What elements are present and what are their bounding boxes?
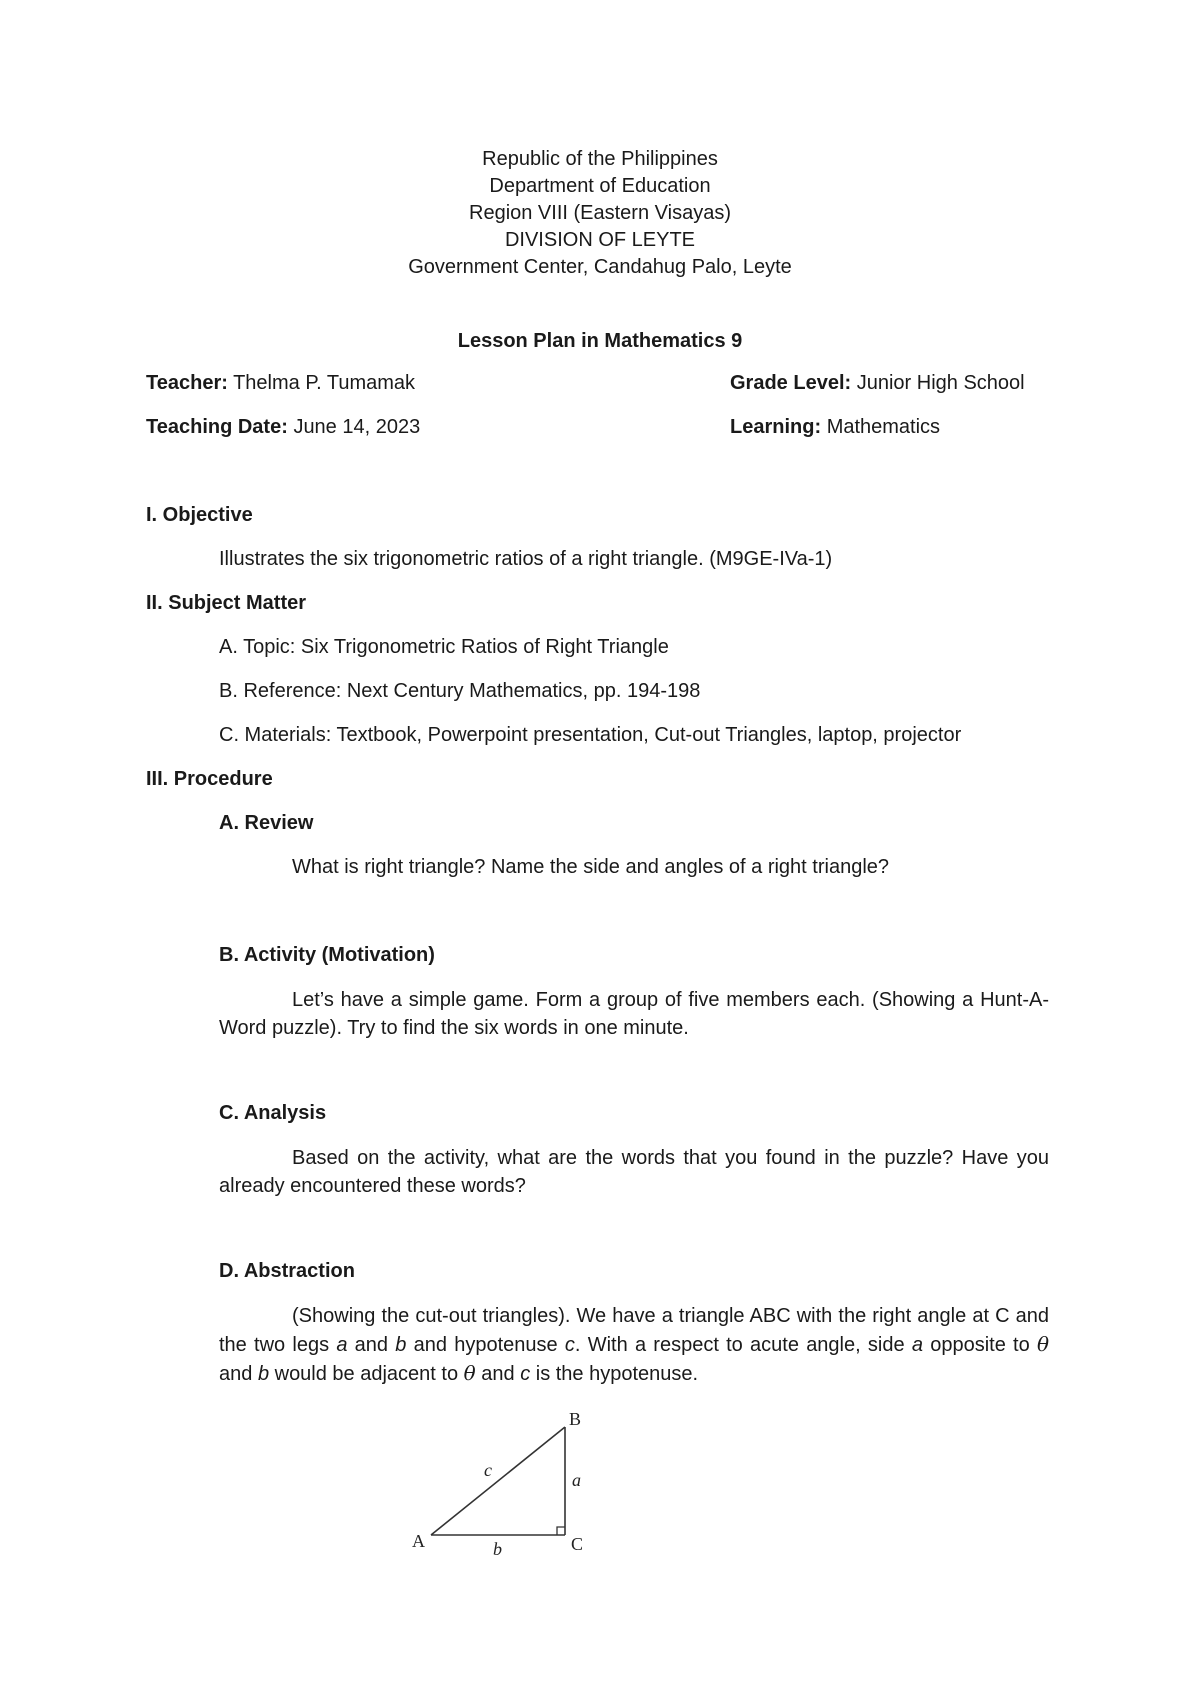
leg-b-term: b <box>395 1334 407 1356</box>
subject-topic: A. Topic: Six Trigonometric Ratios of Right Triangle <box>219 636 669 658</box>
grade-level-label: Grade Level: <box>730 372 852 394</box>
subject-reference: B. Reference: Next Century Mathematics, pp. 194-198 <box>219 680 701 702</box>
abstraction-text-part: would be adjacent to <box>269 1363 464 1385</box>
abstraction-text-part: (Showing the cut-out triangles). We have a triangle ABC with the right angle at C and the two legs <box>219 1305 1049 1356</box>
analysis-text: Based on the activity, what are the words that you found in the puzzle? Have you already encountered these words? <box>219 1147 1049 1197</box>
side-c-term: c <box>520 1363 531 1385</box>
teaching-date-label: Teaching Date: <box>146 416 288 438</box>
analysis-heading: C. Analysis <box>219 1102 327 1124</box>
learning-value: Mathematics <box>826 416 941 438</box>
abstraction-text-part: and hypotenuse <box>406 1334 565 1356</box>
right-angle-marker <box>557 1527 565 1535</box>
vertex-b-label: B <box>569 1409 582 1429</box>
vertex-a-label: A <box>412 1531 425 1551</box>
theta-symbol: θ <box>463 1361 476 1385</box>
side-c-label: c <box>484 1460 492 1480</box>
subject-matter-heading: II. Subject Matter <box>146 592 307 614</box>
abstraction-text-part: and <box>219 1363 258 1385</box>
review-text: What is right triangle? Name the side and angles of a right triangle? <box>292 856 890 878</box>
theta-symbol: θ <box>1036 1332 1050 1356</box>
vertex-c-label: C <box>571 1534 584 1554</box>
teaching-date-value: June 14, 2023 <box>293 416 421 438</box>
hypotenuse-c-term: c <box>564 1334 575 1356</box>
objective-text: Illustrates the six trigonometric ratios of a right triangle. (M9GE-IVa-1) <box>219 548 833 570</box>
grade-level-value: Junior High School <box>856 372 1025 394</box>
side-b-label: b <box>493 1539 502 1559</box>
abstraction-text-part: and <box>475 1363 521 1385</box>
activity-text: Let’s have a simple game. Form a group of five members each. (Showing a Hunt-A-Word puzzle). Try to find the six words in one minute. <box>219 989 1049 1039</box>
abstraction-text-part: opposite to <box>922 1334 1037 1356</box>
side-a-term: a <box>911 1334 923 1356</box>
abstraction-text-part: is the hypotenuse. <box>530 1363 699 1385</box>
review-heading: A. Review <box>219 812 314 834</box>
activity-heading: B. Activity (Motivation) <box>219 944 435 966</box>
header-address: Government Center, Candahug Palo, Leyte <box>408 256 792 278</box>
abstraction-text-part: . With a respect to acute angle, side <box>574 1334 912 1356</box>
hypotenuse-line <box>431 1427 565 1535</box>
learning-label: Learning: <box>730 416 822 438</box>
header-region: Region VIII (Eastern Visayas) <box>469 202 731 224</box>
header-republic: Republic of the Philippines <box>482 148 718 170</box>
abstraction-text-part: and <box>347 1334 396 1356</box>
procedure-heading: III. Procedure <box>146 768 273 790</box>
side-a-label: a <box>572 1470 581 1490</box>
header-department: Department of Education <box>489 175 711 197</box>
teacher-value: Thelma P. Tumamak <box>233 372 416 394</box>
abstraction-heading: D. Abstraction <box>219 1260 355 1282</box>
side-b-term: b <box>257 1363 270 1385</box>
header-division: DIVISION OF LEYTE <box>504 229 696 251</box>
leg-a-term: a <box>336 1334 348 1356</box>
subject-materials: C. Materials: Textbook, Powerpoint presentation, Cut-out Triangles, laptop, projector <box>219 724 962 746</box>
objective-heading: I. Objective <box>146 504 253 526</box>
page-title: Lesson Plan in Mathematics 9 <box>457 330 743 352</box>
teacher-label: Teacher: <box>146 372 228 394</box>
